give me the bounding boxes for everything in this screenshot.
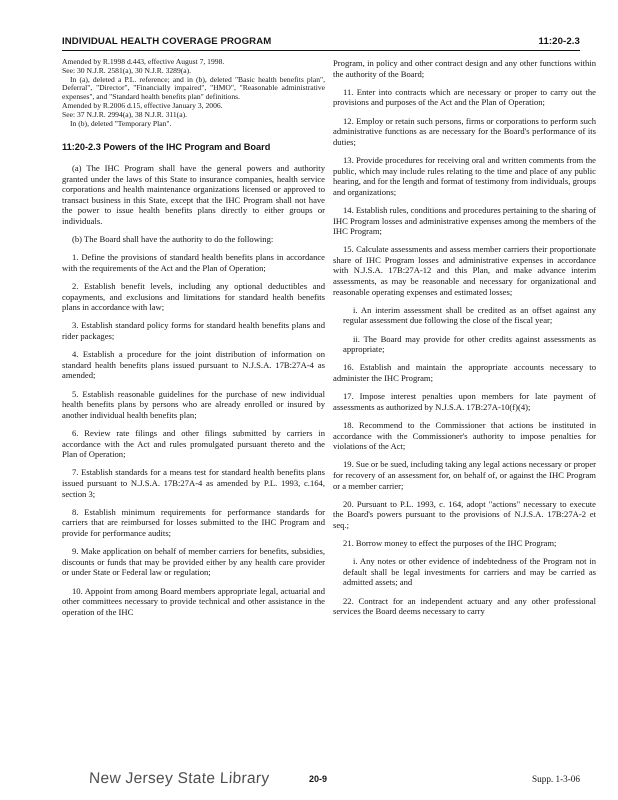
subparagraph: i. An interim assessment shall be credited as an offset against any regular assessment due following the close of the fiscal year;	[343, 304, 596, 326]
paragraph: 17. Impose interest penalties upon members for late payment of assessments as authorized by N.J.S.A. 17B:27A-10(f)(4);	[333, 391, 596, 412]
page-footer	[62, 770, 580, 794]
paragraph: 5. Establish reasonable guidelines for the purchase of new individual health benefits plans by persons who are already enrolled or insured by another individual health benefits plan;	[62, 388, 325, 420]
running-header	[62, 36, 580, 47]
paragraph: (b) The Board shall have the authority to do the following:	[72, 234, 274, 245]
supplement-date: Supp. 1-3-06	[532, 774, 580, 784]
paragraph: 12. Employ or retain such persons, firms or corporations to perform such administrative functions as are necessary for the Board's performance of its duties;	[333, 115, 596, 147]
paragraph: 20. Pursuant to P.L. 1993, c. 164, adopt "actions" necessary to execute the Board's powers pursuant to the provisions of N.J.S.A. 17B:27A-2 et seq.;	[333, 498, 596, 530]
history-note: Amended by R.2006 d.15, effective January 3, 2006.	[62, 100, 223, 110]
section-heading: 11:20-2.3 Powers of the IHC Program and Board	[62, 142, 271, 153]
paragraph: 4. Establish a procedure for the joint distribution of information on standard health benefits plans issued pursuant to N.J.S.A. 17B:27A-4 as amended;	[62, 349, 325, 381]
paragraph: 6. Review rate filings and other filings submitted by carriers in accordance with the Act and rules promulgated pursuant thereto and the Plan of Operation;	[62, 428, 325, 460]
page-number: 20-9	[309, 774, 328, 784]
paragraph: 18. Recommend to the Commissioner that actions be instituted in accordance with the Commissioner's authority to impose penalties for violations of the Act;	[333, 419, 596, 452]
history-note: See: 30 N.J.R. 2581(a), 30 N.J.R. 3289(a).	[62, 65, 192, 75]
paragraph: 19. Sue or be sued, including taking any legal actions necessary or proper for recovery of an assessment for, on behalf of, or against the IHC Program or a member carrier;	[333, 459, 596, 491]
history-note: See: 37 N.J.R. 2994(a), 38 N.J.R. 311(a).	[62, 109, 188, 119]
paragraph: 3. Establish standard policy forms for standard health benefits plans and rider packages;	[62, 320, 325, 342]
history-note: In (a), deleted a P.L. reference; and in (b), deleted "Basic health benefits plan", Deferral", "Director", "Financially impaired", "HMO", "Reasonable administrative expenses", and "Standard health benefits plan" definitions.	[62, 74, 325, 102]
paragraph: Program, in policy and other contract design and any other functions within the authority of the Board;	[333, 58, 596, 79]
paragraph: 7. Establish standards for a means test for standard health benefits plans issued pursuant to N.J.S.A. 17B:27A-4 as amended by P.L. 1993, c.164, section 3;	[62, 467, 325, 499]
paragraph: 15. Calculate assessments and assess member carriers their proportionate share of IHC Program losses and administrative expenses in accordance with N.J.S.A. 17B:27A-12 and this Plan, and make advance interim assessments, as may be reasonable and necessary for organizational and reasonable operating expenses and estimated losses;	[333, 244, 596, 297]
paragraph: 16. Establish and maintain the appropriate accounts necessary to administer the IHC Program;	[333, 362, 596, 383]
subparagraph: ii. The Board may provide for other credits against assessments as appropriate;	[343, 333, 596, 355]
header-section-number: 11:20-2.3	[538, 36, 580, 47]
paragraph: (a) The IHC Program shall have the general powers and authority granted under the laws of this State to insurance companies, health service corporations and health maintenance organizations licensed or approved to transact business in this State, except that the IHC Program shall not have the power to issue health benefits plans directly to either groups or individuals.	[62, 162, 325, 226]
paragraph: 22. Contract for an independent actuary and any other professional services the Board deems necessary to carry	[333, 595, 596, 617]
history-note: Amended by R.1998 d.443, effective August 7, 1998.	[62, 57, 225, 66]
paragraph: 1. Define the provisions of standard health benefits plans in accordance with the requirements of the Act and the Plan of Operation;	[62, 252, 325, 273]
history-note: In (b), deleted "Temporary Plan".	[70, 118, 172, 128]
paragraph: 13. Provide procedures for receiving oral and written comments from the public, which may include rules relating to the time and place of any public hearing, and for the length and format of testimony from individuals, groups and organizations;	[333, 154, 596, 197]
history-notes	[62, 58, 325, 128]
paragraph: 8. Establish minimum requirements for performance standards for carriers that are reimbursed for losses submitted to the IHC Program and provide for performance audits;	[62, 506, 325, 538]
paragraph: 11. Enter into contracts which are necessary or proper to carry out the provisions and purposes of the Act and the Plan of Operation;	[333, 86, 596, 108]
paragraph: 10. Appoint from among Board members appropriate legal, actuarial and other committees necessary to provide technical and other assistance in the operation of the IHC	[62, 585, 325, 617]
header-rule	[62, 50, 580, 51]
library-watermark: New Jersey State Library	[88, 770, 270, 787]
paragraph: 14. Establish rules, conditions and procedures pertaining to the sharing of IHC Program losses and administrative expenses among the members of the IHC Program;	[333, 204, 596, 237]
right-column	[333, 58, 596, 624]
paragraph: 9. Make application on behalf of member carriers for benefits, subsidies, discounts or funds that may be provided either by any health care provider or under State or Federal law or regulation;	[62, 546, 325, 578]
header-title: INDIVIDUAL HEALTH COVERAGE PROGRAM	[62, 36, 272, 47]
paragraph: 21. Borrow money to effect the purposes of the IHC Program;	[343, 538, 557, 549]
subparagraph: i. Any notes or other evidence of indebtedness of the Program not in default shall be legal investments for carriers and may be carried as admitted assets; and	[343, 556, 596, 588]
paragraph: 2. Establish benefit levels, including any optional deductibles and copayments, and exclusions and limitations for standard health benefits plans in accordance with law;	[62, 281, 325, 313]
left-column	[62, 58, 325, 625]
